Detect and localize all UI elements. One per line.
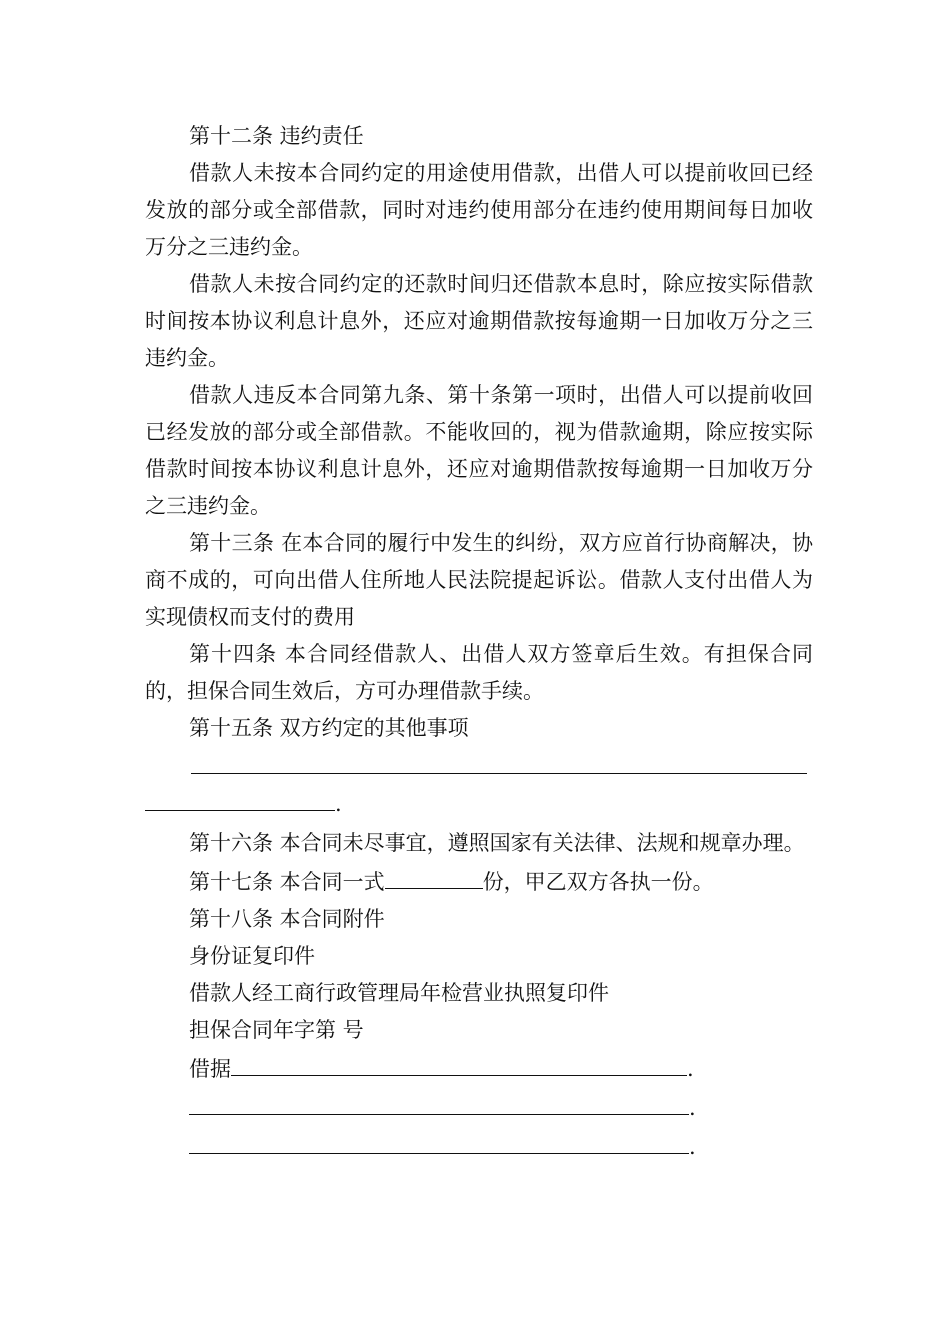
period-mark: . <box>687 1057 694 1081</box>
article-13: 第十三条 在本合同的履行中发生的纠纷，双方应首行协商解决，协商不成的，可向出借人住所地人民法院提起诉讼。借款人支付出借人为实现债权而支付的费用 <box>145 531 813 629</box>
article-14: 第十四条 本合同经借款人、出借人双方签章后生效。有担保合同的，担保合同生效后，方可办理借款手续。 <box>145 642 813 703</box>
other-matters-blank-line <box>191 747 807 774</box>
article-15-title: 第十五条 双方约定的其他事项 <box>189 716 469 740</box>
attachment-id-copy: 身份证复印件 <box>189 944 315 968</box>
other-matters-blank-row <box>145 747 813 784</box>
article-18-title: 第十八条 本合同附件 <box>189 907 385 931</box>
article-17-suffix: 份，甲乙双方各执一份。 <box>482 870 714 894</box>
contract-page <box>145 118 813 1166</box>
copies-count-blank <box>385 862 483 889</box>
article-12-paragraph-2: 借款人未按合同约定的还款时间归还借款本息时，除应按实际借款时间按本协议利息计息外，还应对逾期借款按每逾期一日加收万分之三违约金。 <box>145 272 813 370</box>
period-mark: . <box>689 1135 696 1159</box>
other-matters-blank-line-tail <box>145 784 335 811</box>
attachment-guarantee-contract: 担保合同年字第 号 <box>189 1018 364 1042</box>
attachment-extra-blank-1 <box>145 1088 813 1127</box>
article-17-prefix: 第十七条 本合同一式 <box>189 870 385 894</box>
period-mark: . <box>335 792 342 816</box>
article-12-title: 第十二条 违约责任 <box>189 124 364 148</box>
period-mark: . <box>689 1096 696 1120</box>
attachment-loan-receipt <box>145 1049 813 1088</box>
attachment-extra-blank-line-1 <box>189 1088 689 1115</box>
attachment-extra-blank-line-2 <box>189 1127 689 1154</box>
article-12-paragraph-1: 借款人未按本合同约定的用途使用借款，出借人可以提前收回已经发放的部分或全部借款，同时对违约使用部分在违约使用期间每日加收万分之三违约金。 <box>145 161 813 259</box>
article-12-paragraph-3: 借款人违反本合同第九条、第十条第一项时，出借人可以提前收回已经发放的部分或全部借款。不能收回的，视为借款逾期，除应按实际借款时间按本协议利息计息外，还应对逾期借款按每逾期一日加收万分之三违约金。 <box>145 383 813 518</box>
loan-receipt-blank <box>231 1049 687 1076</box>
loan-receipt-label: 借据 <box>189 1057 231 1081</box>
article-17 <box>145 862 813 901</box>
article-16: 第十六条 本合同未尽事宜，遵照国家有关法律、法规和规章办理。 <box>189 831 805 855</box>
attachment-business-license: 借款人经工商行政管理局年检营业执照复印件 <box>189 981 609 1005</box>
attachment-extra-blank-2 <box>145 1127 813 1166</box>
other-matters-tail-row <box>145 784 813 821</box>
